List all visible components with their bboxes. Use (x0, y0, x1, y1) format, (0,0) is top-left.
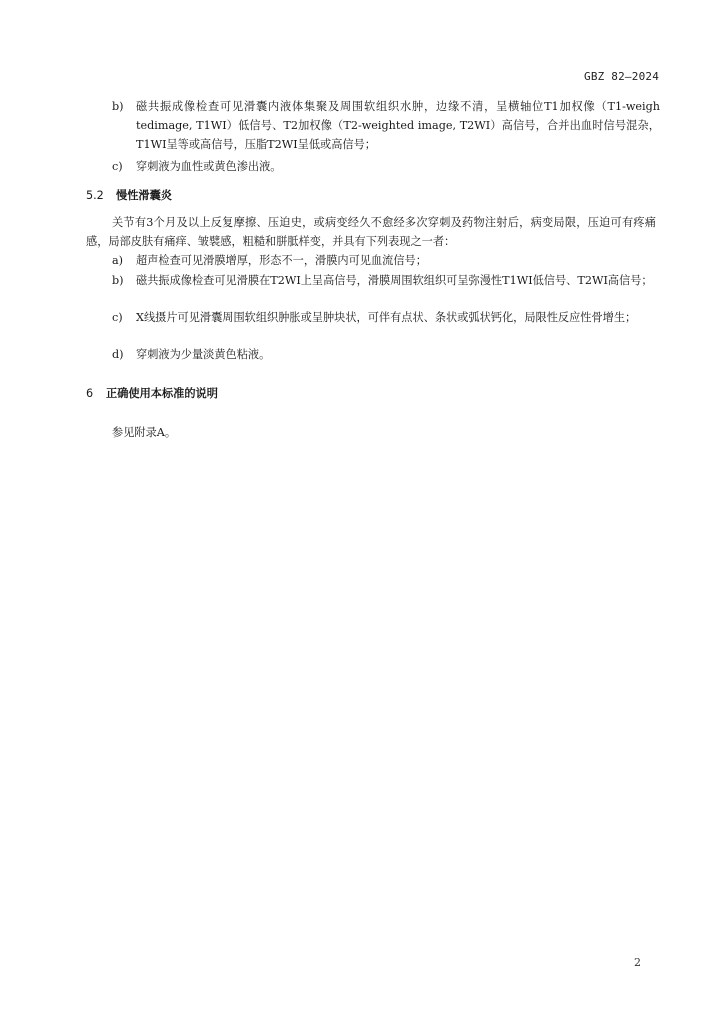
section-5-2-intro: 关节有3个月及以上反复摩擦、压迫史，或病变经久不愈经多次穿刺及药物注射后，病变局限，压迫可有疼痛感，局部皮肤有痛痒、皱襞感，粗糙和胼胝样变，并具有下列表现之一者： (86, 216, 656, 248)
list-item-text: 磁共振成像检查可见滑膜在T2WI上呈高信号，滑膜周围软组织可呈弥漫性T1WI低信号、T2WI高信号； (136, 274, 653, 287)
list-item-label: c) (112, 311, 123, 324)
list-item-label: b) (112, 100, 124, 113)
list-item-b (112, 97, 660, 154)
list-item-text: X线摄片可见滑囊周围软组织肿胀或呈肿块状，可伴有点状、条状或弧状钙化，局限性反应性骨增生； (136, 311, 637, 324)
standard-code-header: GBZ 82—2024 (584, 70, 660, 83)
list-item-c (112, 308, 660, 327)
list-item-d (112, 345, 660, 364)
list-item-b (112, 271, 660, 290)
list-item-text: 穿刺液为少量淡黄色粘液。 (136, 348, 271, 361)
section-6-body: 参见附录A。 (112, 426, 177, 439)
list-item-text: 穿刺液为血性或黄色渗出液。 (136, 160, 282, 173)
list-item-text: 磁共振成像检查可见滑囊内液体集聚及周围软组织水肿，边缘不清，呈横轴位T1加权像（T1-weigh tedimage, T1WI）低信号、T2加权像（T2-weighted image, T2WI）高信号，合并出血时信号混杂，T1WI呈等或高信号，压脂T2WI呈低或高信号； (136, 100, 660, 151)
page-number: 2 (634, 956, 641, 969)
list-item-label: c) (112, 160, 123, 173)
list-item-label: a) (112, 254, 124, 267)
list-item-label: d) (112, 348, 124, 361)
list-item-label: b) (112, 274, 124, 287)
list-item-c (112, 157, 660, 176)
section-title: 慢性滑囊炎 (116, 189, 172, 202)
section-number: 6 (86, 387, 94, 400)
section-number: 5.2 (86, 189, 104, 202)
list-item-a (112, 251, 660, 270)
section-5-2-heading (86, 186, 172, 205)
section-6-heading (86, 384, 218, 403)
list-item-text: 超声检查可见滑膜增厚，形态不一，滑膜内可见血流信号； (136, 254, 427, 267)
section-title: 正确使用本标准的说明 (106, 387, 218, 400)
